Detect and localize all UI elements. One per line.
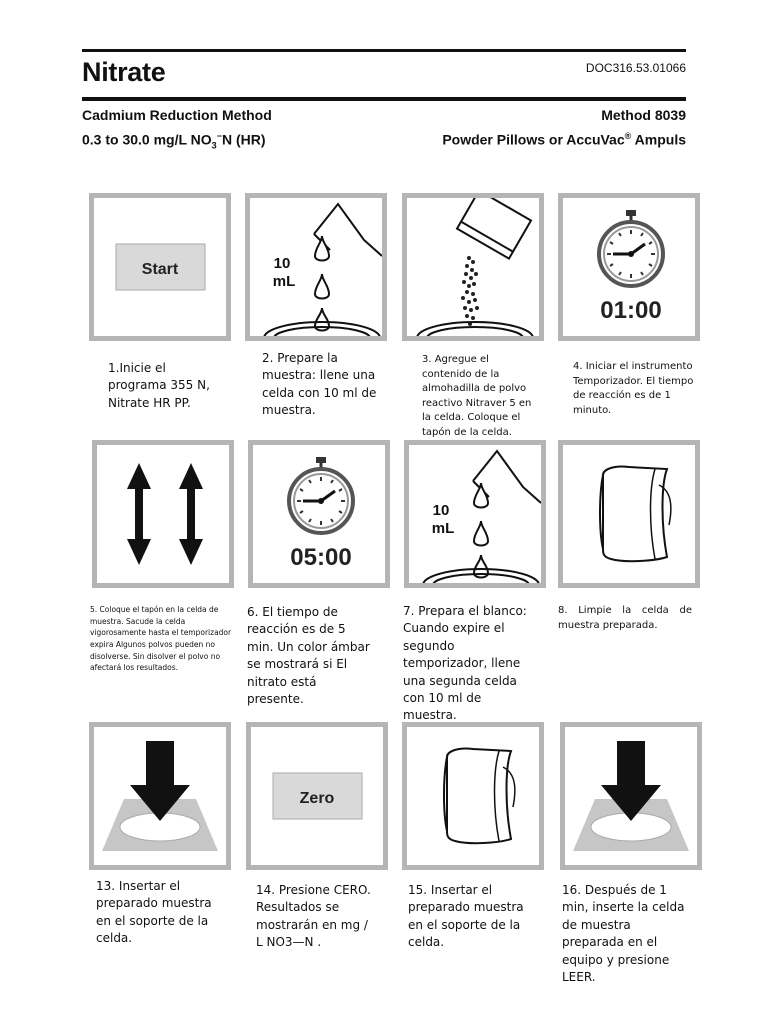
step-4-caption: 4. Iniciar el instrumento Temporizador. El tiempo de reacción es de 1 minuto. bbox=[573, 361, 694, 416]
step-7-caption: 7. Prepara el blanco: Cuando expire el segundo temporizador, llene una segunda celda con 10 ml de muestra. bbox=[403, 604, 527, 723]
shake-arrows-icon bbox=[97, 445, 229, 583]
step-5-panel bbox=[92, 440, 234, 588]
range-subscript: 3 bbox=[211, 140, 217, 151]
registered-mark: ® bbox=[624, 131, 632, 141]
step-7-panel bbox=[404, 440, 546, 588]
step-1-caption: 1.Inicie el programa 355 N, Nitrate HR PP. bbox=[108, 361, 210, 410]
volume-number: 10 bbox=[432, 502, 450, 519]
step-14-panel bbox=[246, 722, 388, 870]
insert-cell-icon bbox=[94, 727, 226, 865]
step-3-panel bbox=[402, 193, 544, 341]
product-suffix: Ampuls bbox=[631, 131, 686, 148]
step-2-panel bbox=[245, 193, 387, 341]
step-4-panel bbox=[558, 193, 700, 341]
timer-readout: 01:00 bbox=[600, 297, 662, 324]
range-suffix: N (HR) bbox=[221, 131, 266, 148]
zero-button-icon bbox=[251, 727, 383, 865]
range-superscript: − bbox=[216, 131, 222, 141]
wipe-cell-icon bbox=[407, 727, 539, 865]
insert-cell-icon bbox=[565, 727, 697, 865]
step-3-caption: 3. Agregue el contenido de la almohadilla de polvo reactivo Nitraver 5 en la celda. Coloque el tapón de la celda. bbox=[422, 354, 532, 438]
step-2-caption: 2. Prepare la muestra: llene una celda con 10 ml de muestra. bbox=[262, 351, 377, 418]
start-label: Start bbox=[141, 261, 179, 278]
step-15-caption: 15. Insertar el preparado muestra en el soporte de la celda. bbox=[408, 883, 524, 950]
step-16-panel bbox=[560, 722, 702, 870]
zero-label: Zero bbox=[299, 790, 335, 807]
start-button-icon bbox=[94, 198, 226, 336]
step-16-caption: 16. Después de 1 min, inserte la celda de muestra preparada en el equipo y presione LEER. bbox=[562, 883, 685, 984]
step-13-caption: 13. Insertar el preparado muestra en el soporte de la celda. bbox=[96, 879, 212, 946]
method-name: Cadmium Reduction Method bbox=[82, 107, 272, 123]
stopwatch-icon bbox=[253, 445, 385, 583]
product-prefix: Powder Pillows or AccuVac bbox=[442, 131, 625, 148]
wipe-cell-icon bbox=[563, 445, 695, 583]
step-8-caption: 8. Limpie la celda de muestra preparada. bbox=[558, 605, 692, 631]
step-15-panel bbox=[402, 722, 544, 870]
step-1-panel bbox=[89, 193, 231, 341]
top-rule bbox=[82, 49, 686, 52]
range-prefix: 0.3 to 30.0 mg/L NO bbox=[82, 131, 212, 148]
pour-sample-icon bbox=[409, 445, 541, 583]
step-5-caption: 5. Coloque el tapón en la celda de muestra. Sacude la celda vigorosamente hasta el temporizador expira Algunos polvos pueden no disolverse. Sin disolver el polvo no afectará los resultados. bbox=[90, 605, 232, 673]
volume-number: 10 bbox=[273, 255, 291, 272]
stopwatch-icon bbox=[563, 198, 695, 336]
timer-readout: 05:00 bbox=[290, 544, 352, 571]
header-rule bbox=[82, 97, 686, 101]
step-6-panel bbox=[248, 440, 390, 588]
volume-unit: mL bbox=[272, 273, 296, 290]
method-number: Method 8039 bbox=[601, 107, 686, 123]
volume-unit: mL bbox=[431, 520, 455, 537]
add-powder-icon bbox=[407, 198, 539, 336]
doc-number: DOC316.53.01066 bbox=[585, 61, 686, 75]
page-title: Nitrate bbox=[82, 57, 166, 87]
step-13-panel bbox=[89, 722, 231, 870]
range-label bbox=[82, 131, 266, 150]
step-14-caption: 14. Presione CERO. Resultados se mostrarán en mg / L NO3—N . bbox=[256, 883, 371, 950]
pour-sample-icon bbox=[250, 198, 382, 336]
product-label bbox=[442, 131, 686, 148]
step-8-panel bbox=[558, 440, 700, 588]
step-6-caption: 6. El tiempo de reacción es de 5 min. Un color ámbar se mostrará si El nitrato está presente. bbox=[247, 605, 370, 706]
powder-grains bbox=[461, 256, 479, 326]
